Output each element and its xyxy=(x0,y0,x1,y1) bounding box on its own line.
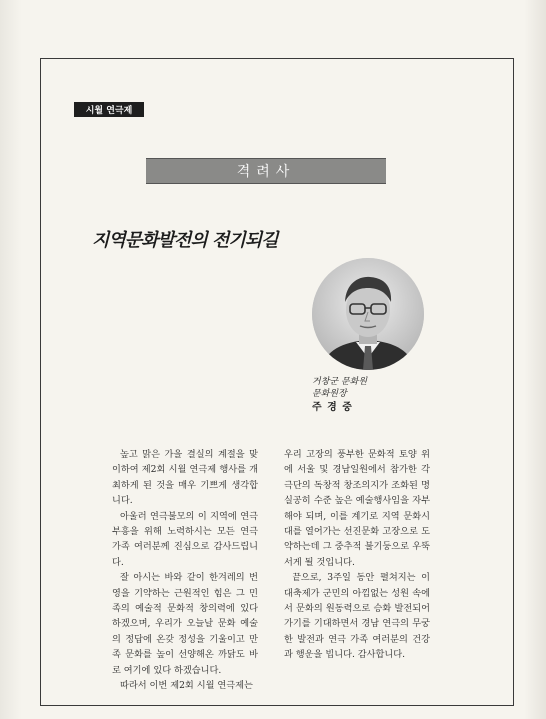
paragraph: 잘 아시는 바와 같이 한겨레의 번영을 기약하는 근원적인 힘은 그 민족의 예술적 문화적 창의력에 있다 하겠으며, 우리가 오늘날 문화 예술의 정답에 온갖 정성을 기울이고 만족 문화를 높이 선양해온 까닭도 바로 여기에 있다 하겠습니다. xyxy=(112,572,258,676)
body-column-right xyxy=(284,447,430,663)
banner-title: 격려사 xyxy=(146,158,386,184)
paragraph: 아울러 연극불모의 이 지역에 연극 부흥을 위해 노력하시는 모든 연극 가족 여러분께 진심으로 감사드립니다. xyxy=(112,510,258,568)
paragraph: 따라서 이번 제2회 시월 연극제는 xyxy=(120,680,253,692)
article-headline: 지역문화발전의 전기되길 xyxy=(92,230,278,251)
author-portrait xyxy=(312,258,424,370)
section-tag: 시월 연극제 xyxy=(74,102,144,117)
author-caption xyxy=(312,376,422,415)
portrait-photo xyxy=(312,258,424,370)
author-role: 문화원장 xyxy=(312,389,347,399)
author-name: 주 경 중 xyxy=(312,402,353,413)
body-column-left xyxy=(112,447,258,694)
paragraph: 끝으로, 3주일 동안 펼쳐지는 이 대축제가 군민의 아낌없는 성원 속에서 문화의 원동력으로 승화 발전되어 가기를 기대하면서 경남 연극의 무궁한 발전과 연극 가족 여러분의 건강과 행운을 빕니다. 감사합니다. xyxy=(284,572,430,661)
paragraph: 높고 맑은 가을 결실의 계절을 맞이하여 제2회 시월 연극제 행사를 개최하게 된 것을 매우 기쁘게 생각합니다. xyxy=(112,449,258,507)
paragraph: 우리 고장의 풍부한 문화적 토양 위에 서울 및 경남일원에서 참가한 각 극단의 독창적 창조의지가 조화된 명실공히 수준 높은 예술행사임을 자부해야 되며, 이를 계기로 지역 문화시대를 열어가는 선진문화 고장으로 도약하는데 그 중추적 불기둥으로 우뚝서게 될 것입니다. xyxy=(284,449,430,568)
author-org: 거창군 문화원 xyxy=(312,377,368,387)
